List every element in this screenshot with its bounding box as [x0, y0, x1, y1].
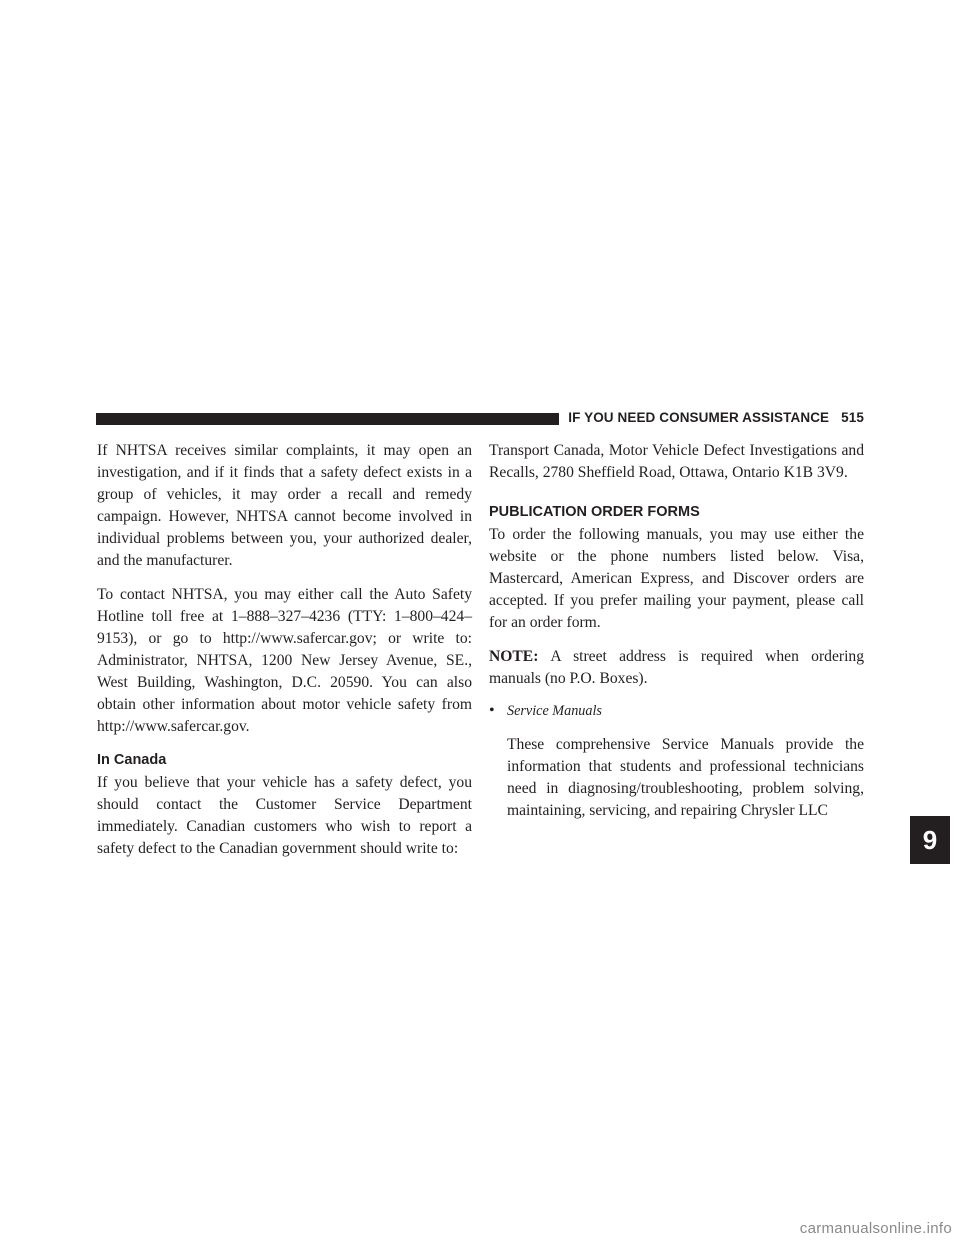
right-column — [489, 440, 864, 834]
paragraph-nhtsa-complaints: If NHTSA receives similar complaints, it may open an investigation, and if it finds that a safety defect exists in a group of vehicles, it may order a recall and remedy campaign. However, NHTSA cannot become involved in individual problems between you, your authorized dealer, and the manufacturer. — [97, 442, 472, 569]
paragraph-order-manuals: To order the following manuals, you may use either the website or the phone numbers listed below. Visa, Mastercard, American Express, and Discover orders are accepted. If you prefer mailing your payment, please call for an order form. — [489, 526, 864, 631]
chapter-tab: 9 — [910, 816, 950, 864]
note-label: NOTE: — [489, 648, 539, 665]
header-section-title: IF YOU NEED CONSUMER ASSISTANCE — [568, 410, 830, 425]
paragraph-transport-canada: Transport Canada, Motor Vehicle Defect Investigations and Recalls, 2780 Sheffield Road, Ottawa, Ontario K1B 3V9. — [489, 442, 864, 481]
list-item-service-manuals — [489, 700, 864, 722]
watermark: carmanualsonline.info — [799, 1220, 952, 1237]
paragraph-canada-defect: If you believe that your vehicle has a safety defect, you should contact the Customer Service Department immediately. Canadian customers who wish to report a safety defect to the Canadian government should write to: — [97, 774, 472, 857]
paragraph-contact-nhtsa: To contact NHTSA, you may either call the Auto Safety Hotline toll free at 1–888–327–4236 (TTY: 1–800–424–9153), or go to http://www.safercar.gov; or write to: Administrator, NHTSA, 1200 New Jersey Avenue, SE., West Building, Washington, D.C. 20590. You can also obtain other information about motor vehicle safety from http://www.safercar.gov. — [97, 586, 472, 735]
bullet-icon: • — [489, 702, 495, 719]
note-paragraph — [489, 646, 864, 690]
heading-publication-order-forms: PUBLICATION ORDER FORMS — [489, 504, 700, 520]
page-number: 515 — [841, 410, 864, 425]
bullet-label: Service Manuals — [507, 703, 602, 719]
left-column — [97, 440, 472, 872]
paragraph-service-manuals-description: These comprehensive Service Manuals provide the information that students and professional technicians need in diagnosing/troubleshooting, problem solving, maintaining, servicing, and repairing Chrysler LLC — [507, 736, 864, 819]
running-header — [559, 407, 864, 429]
note-text: A street address is required when ordering manuals (no P.O. Boxes). — [489, 648, 864, 687]
heading-in-canada: In Canada — [97, 752, 167, 768]
